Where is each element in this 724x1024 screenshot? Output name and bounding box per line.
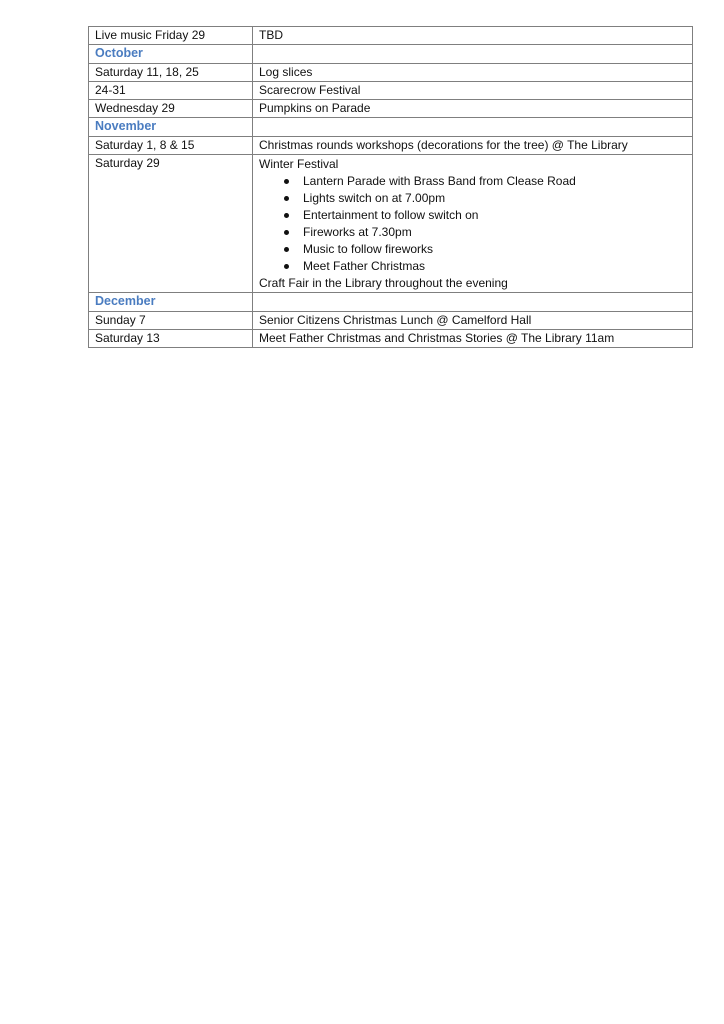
event-description: Scarecrow Festival [253,82,693,100]
event-description: Log slices [253,64,693,82]
winter-festival-title: Winter Festival [259,157,339,171]
winter-festival-bullet-list [259,173,686,275]
event-date: Saturday 13 [89,330,253,348]
event-date: Live music Friday 29 [89,27,253,45]
bullet-icon [284,213,289,218]
month-heading-october: October [89,45,253,64]
list-item-text: Music to follow fireworks [303,242,434,256]
list-item-text: Fireworks at 7.30pm [303,225,412,239]
event-description: Meet Father Christmas and Christmas Stories @ The Library 11am [253,330,693,348]
list-item-text: Lights switch on at 7.00pm [303,191,446,205]
bullet-icon [284,264,289,269]
table-row [89,82,693,100]
bullet-icon [284,247,289,252]
bullet-icon [284,179,289,184]
event-description: Christmas rounds workshops (decorations for the tree) @ The Library [253,137,693,155]
table-row [89,64,693,82]
bullet-icon [284,230,289,235]
empty-cell [253,118,693,137]
event-description: Pumpkins on Parade [253,100,693,118]
month-heading-december: December [89,293,253,312]
list-item [283,224,686,241]
event-description-winter-festival [253,155,693,293]
event-description: Senior Citizens Christmas Lunch @ Camelford Hall [253,312,693,330]
month-heading-november: November [89,118,253,137]
list-item-text: Meet Father Christmas [303,259,426,273]
list-item-text: Lantern Parade with Brass Band from Clease Road [303,174,576,188]
empty-cell [253,293,693,312]
empty-cell [253,45,693,64]
event-date: Wednesday 29 [89,100,253,118]
table-row [89,330,693,348]
table-row [89,312,693,330]
events-table [88,26,693,348]
event-description: TBD [253,27,693,45]
event-date: Saturday 11, 18, 25 [89,64,253,82]
month-heading-row [89,45,693,64]
table-row-winter-festival [89,155,693,293]
list-item [283,258,686,275]
winter-festival-footer: Craft Fair in the Library throughout the evening [259,276,508,290]
event-date: Saturday 1, 8 & 15 [89,137,253,155]
event-date: 24-31 [89,82,253,100]
table-row [89,137,693,155]
list-item-text: Entertainment to follow switch on [303,208,479,222]
list-item [283,190,686,207]
month-heading-row [89,293,693,312]
month-heading-row [89,118,693,137]
table-row [89,27,693,45]
event-date: Saturday 29 [89,155,253,293]
bullet-icon [284,196,289,201]
table-row [89,100,693,118]
list-item [283,207,686,224]
list-item [283,173,686,190]
list-item [283,241,686,258]
event-date: Sunday 7 [89,312,253,330]
